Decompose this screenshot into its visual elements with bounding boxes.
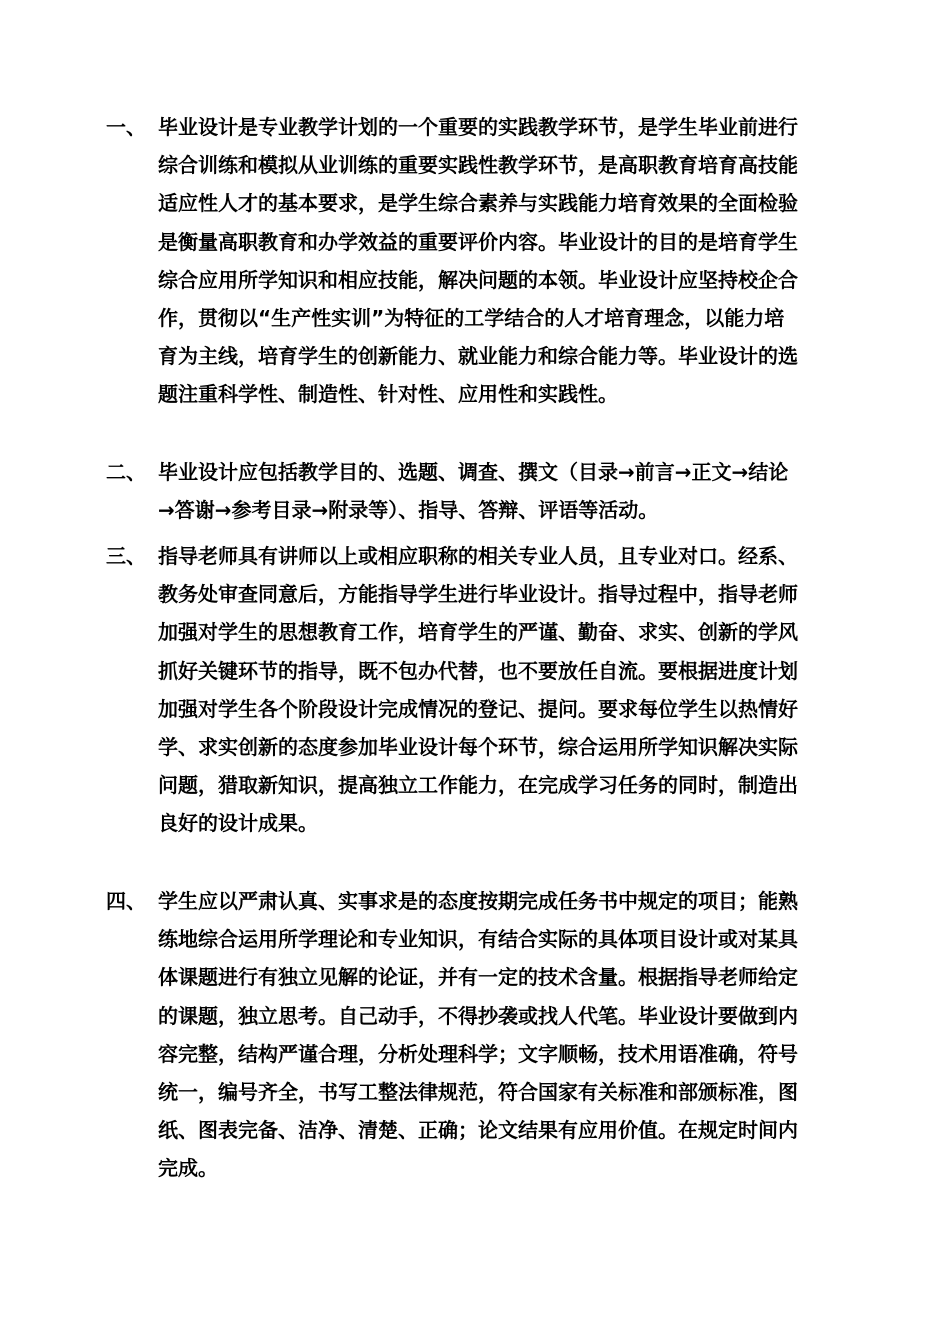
paragraph-line: 学、求实创新的态度参加毕业设计每个环节，综合运用所学知识解决实际 bbox=[158, 735, 798, 759]
paragraph-line: 育为主线，培育学生的创新能力、就业能力和综合能力等。毕业设计的选 bbox=[158, 344, 798, 369]
paragraph-line: 毕业设计应包括教学目的、选题、调查、撰文（目录→前言→正文→结论 bbox=[158, 460, 789, 484]
section-number: 三、 bbox=[106, 544, 146, 568]
paragraph-line: 的课题，独立思考。自己动手，不得抄袭或找人代笔。毕业设计要做到内 bbox=[158, 1003, 798, 1028]
paragraph-line: 学生应以严肃认真、实事求是的态度按期完成任务书中规定的项目；能熟 bbox=[158, 889, 798, 913]
paragraph-line: 教务处审查同意后，方能指导学生进行毕业设计。指导过程中，指导老师 bbox=[158, 582, 798, 607]
paragraph-line: 抓好关键环节的指导，既不包办代替，也不要放任自流。要根据进度计划 bbox=[158, 658, 798, 683]
paragraph-line: 练地综合运用所学理论和专业知识，有结合实际的具体项目设计或对某具 bbox=[158, 927, 798, 952]
paragraph-line: →答谢→参考目录→附录等）、指导、答辩、评语等活动。 bbox=[158, 498, 659, 523]
paragraph-line: 是衡量高职教育和办学效益的重要评价内容。毕业设计的目的是培育学生 bbox=[158, 229, 798, 254]
paragraph-line: 问题，猎取新知识，提高独立工作能力，在完成学习任务的同时，制造出 bbox=[158, 773, 798, 798]
section-number: 二、 bbox=[106, 460, 146, 484]
paragraph-line: 综合应用所学知识和相应技能，解决问题的本领。毕业设计应坚持校企合 bbox=[158, 267, 798, 292]
paragraph-line: 加强对学生各个阶段设计完成情况的登记、提问。要求每位学生以热情好 bbox=[158, 696, 798, 721]
paragraph-line: 作，贯彻以“生产性实训”为特征的工学结合的人才培育理念，以能力培 bbox=[158, 306, 785, 330]
paragraph-line: 容完整，结构严谨合理，分析处理科学；文字顺畅，技术用语准确，符号 bbox=[158, 1041, 798, 1066]
paragraph-line: 题注重科学性、制造性、针对性、应用性和实践性。 bbox=[158, 382, 618, 407]
paragraph-line: 完成。 bbox=[158, 1156, 218, 1181]
paragraph-line: 适应性人才的基本要求，是学生综合素养与实践能力培育效果的全面检验 bbox=[158, 191, 798, 216]
paragraph-line: 统一，编号齐全，书写工整法律规范，符合国家有关标准和部颁标准，图 bbox=[158, 1080, 798, 1104]
paragraph-line: 纸、图表完备、洁净、清楚、正确；论文结果有应用价值。在规定时间内 bbox=[158, 1118, 798, 1143]
section-number: 四、 bbox=[106, 889, 146, 913]
paragraph-line: 体课题进行有独立见解的论证，并有一定的技术含量。根据指导老师给定 bbox=[158, 965, 798, 990]
section-number: 一、 bbox=[106, 115, 146, 139]
paragraph-line: 综合训练和模拟从业训练的重要实践性教学环节，是高职教育培育高技能 bbox=[158, 153, 798, 178]
paragraph-line: 加强对学生的思想教育工作，培育学生的严谨、勤奋、求实、创新的学风 bbox=[158, 620, 798, 645]
paragraph-line: 良好的设计成果。 bbox=[158, 811, 318, 836]
paragraph-line: 毕业设计是专业教学计划的一个重要的实践教学环节，是学生毕业前进行 bbox=[158, 115, 798, 139]
paragraph-line: 指导老师具有讲师以上或相应职称的相关专业人员，且专业对口。经系、 bbox=[158, 544, 798, 568]
